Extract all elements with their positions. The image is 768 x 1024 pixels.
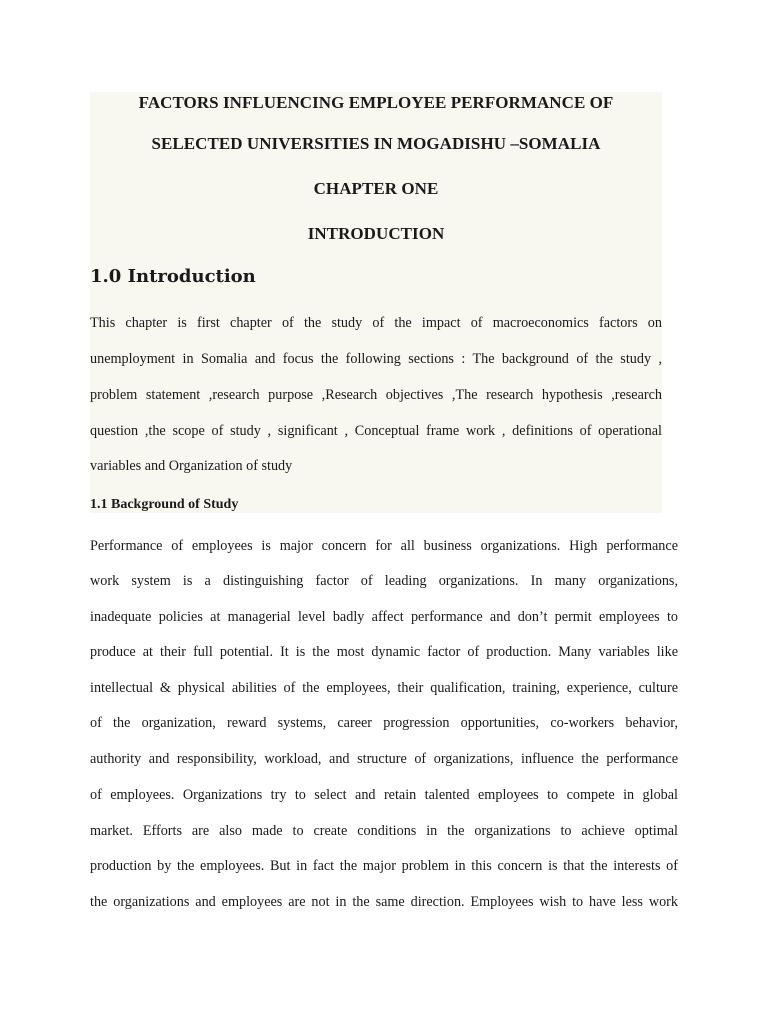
background-paragraph-line: authority and responsibility, workload, and structure of organizations, influence the performance [90, 751, 678, 767]
background-paragraph-line: work system is a distinguishing factor of leading organizations. In many organizations, [90, 573, 678, 589]
highlighted-text-region [90, 92, 662, 513]
background-paragraph-line: the organizations and employees are not in the same direction. Employees wish to have less work [90, 894, 678, 910]
document-title-line-1: FACTORS INFLUENCING EMPLOYEE PERFORMANCE OF [138, 93, 614, 112]
intro-paragraph-line: This chapter is first chapter of the study of the impact of macroeconomics factors on [90, 315, 662, 331]
chapter-label: CHAPTER ONE [313, 179, 439, 198]
subsection-heading: 1.1 Background of Study [90, 497, 239, 512]
chapter-title: INTRODUCTION [307, 224, 445, 243]
document-title-line-2: SELECTED UNIVERSITIES IN MOGADISHU –SOMALIA [151, 134, 601, 153]
background-paragraph-line: Performance of employees is major concern for all business organizations. High performance [90, 538, 678, 554]
section-heading: 1.0 Introduction [90, 266, 256, 287]
intro-paragraph-line: variables and Organization of study [90, 458, 293, 474]
intro-paragraph-line: unemployment in Somalia and focus the following sections : The background of the study , [90, 351, 662, 367]
background-paragraph-line: inadequate policies at managerial level badly affect performance and don’t permit employees to [90, 609, 678, 625]
background-paragraph-line: of the organization, reward systems, career progression opportunities, co-workers behavior, [90, 715, 678, 731]
background-paragraph-line: produce at their full potential. It is the most dynamic factor of production. Many variables like [90, 644, 678, 660]
intro-paragraph-line: question ,the scope of study , significant , Conceptual frame work , definitions of operational [90, 423, 662, 439]
background-paragraph-line: market. Efforts are also made to create conditions in the organizations to achieve optimal [90, 823, 678, 839]
background-paragraph-line: of employees. Organizations try to select and retain talented employees to compete in global [90, 787, 678, 803]
background-paragraph-line: intellectual & physical abilities of the employees, their qualification, training, experience, culture [90, 680, 678, 696]
background-paragraph-line: production by the employees. But in fact the major problem in this concern is that the interests of [90, 858, 678, 874]
intro-paragraph-line: problem statement ,research purpose ,Research objectives ,The research hypothesis ,research [90, 387, 662, 403]
